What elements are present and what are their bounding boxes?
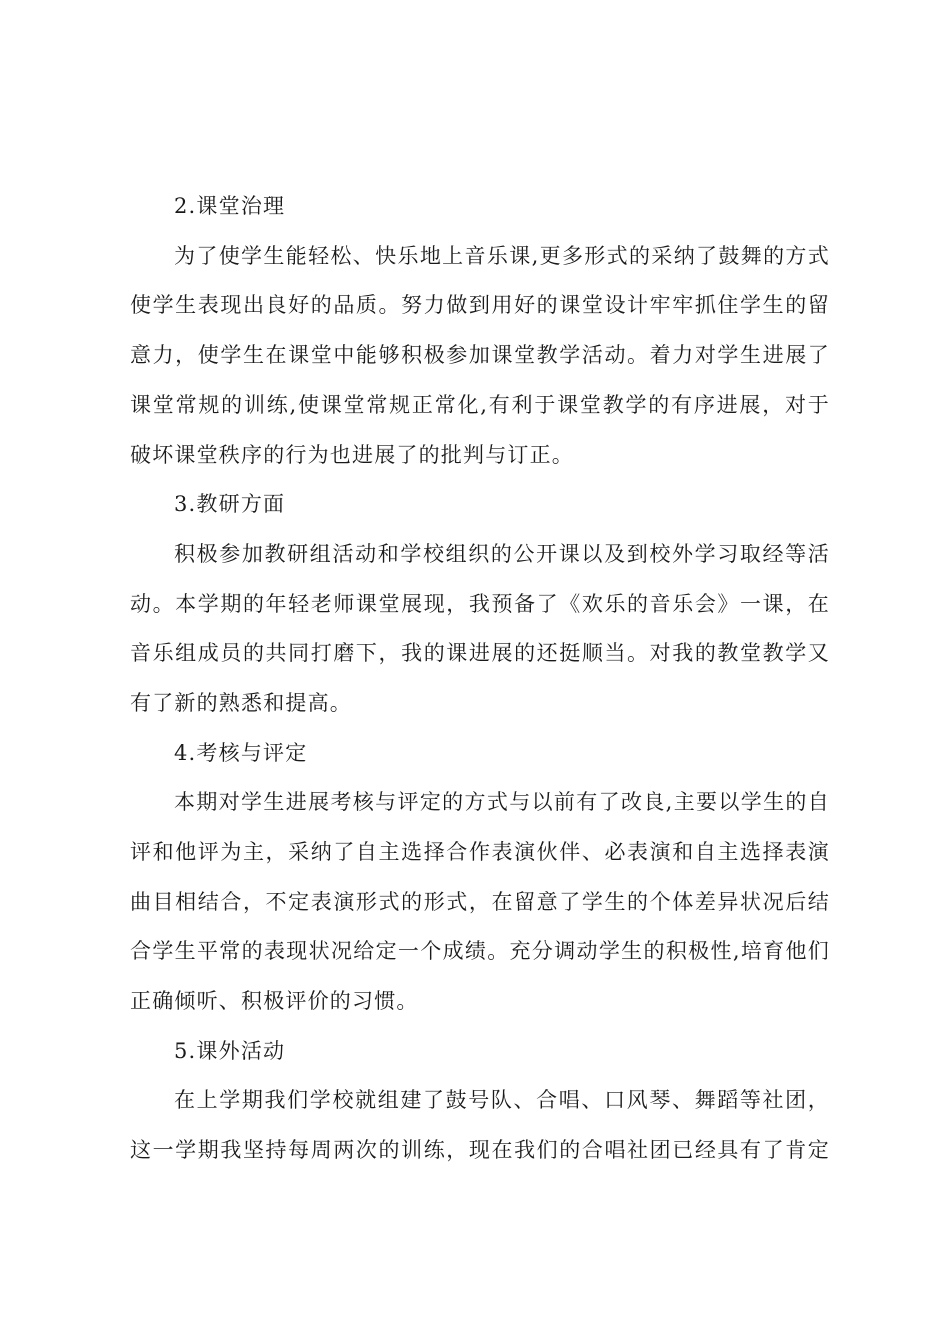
paragraph-line: 在上学期我们学校就组建了鼓号队、合唱、口风琴、舞蹈等社团， bbox=[174, 1088, 830, 1112]
paragraph-line: 破坏课堂秩序的行为也进展了的批判与订正。 bbox=[130, 443, 574, 467]
paragraph-line: 有了新的熟悉和提高。 bbox=[130, 691, 352, 715]
section-heading-extracurricular: 5.课外活动 bbox=[174, 1039, 286, 1063]
paragraph-line: 意力，使学生在课堂中能够积极参加课堂教学活动。着力对学生进展了 bbox=[130, 343, 830, 367]
paragraph-line: 本期对学生进展考核与评定的方式与以前有了改良,主要以学生的自 bbox=[174, 790, 830, 814]
paragraph-line: 动。本学期的年轻老师课堂展现，我预备了《欢乐的音乐会》一课，在 bbox=[130, 592, 830, 616]
paragraph-line: 正确倾听、积极评价的习惯。 bbox=[130, 989, 419, 1013]
paragraph-line: 合学生平常的表现状况给定一个成绩。充分调动学生的积极性,培育他们 bbox=[130, 939, 830, 963]
paragraph-line: 课堂常规的训练,使课堂常规正常化,有利于课堂教学的有序进展，对于 bbox=[130, 393, 830, 417]
paragraph-line: 积极参加教研组活动和学校组织的公开课以及到校外学习取经等活 bbox=[174, 542, 830, 566]
paragraph-line: 使学生表现出良好的品质。努力做到用好的课堂设计牢牢抓住学生的留 bbox=[130, 293, 830, 317]
section-heading-classroom-management: 2.课堂治理 bbox=[174, 194, 286, 218]
paragraph-line: 为了使学生能轻松、快乐地上音乐课,更多形式的采纳了鼓舞的方式 bbox=[174, 244, 830, 268]
section-heading-teaching-research: 3.教研方面 bbox=[174, 492, 286, 516]
paragraph-line: 曲目相结合，不定表演形式的形式，在留意了学生的个体差异状况后结 bbox=[130, 890, 830, 914]
paragraph-line: 音乐组成员的共同打磨下，我的课进展的还挺顺当。对我的教堂教学又 bbox=[130, 641, 830, 665]
section-heading-assessment: 4.考核与评定 bbox=[174, 741, 308, 765]
paragraph-line: 这一学期我坚持每周两次的训练，现在我们的合唱社团已经具有了肯定 bbox=[130, 1138, 830, 1162]
paragraph-line: 评和他评为主，采纳了自主选择合作表演伙伴、必表演和自主选择表演 bbox=[130, 840, 830, 864]
